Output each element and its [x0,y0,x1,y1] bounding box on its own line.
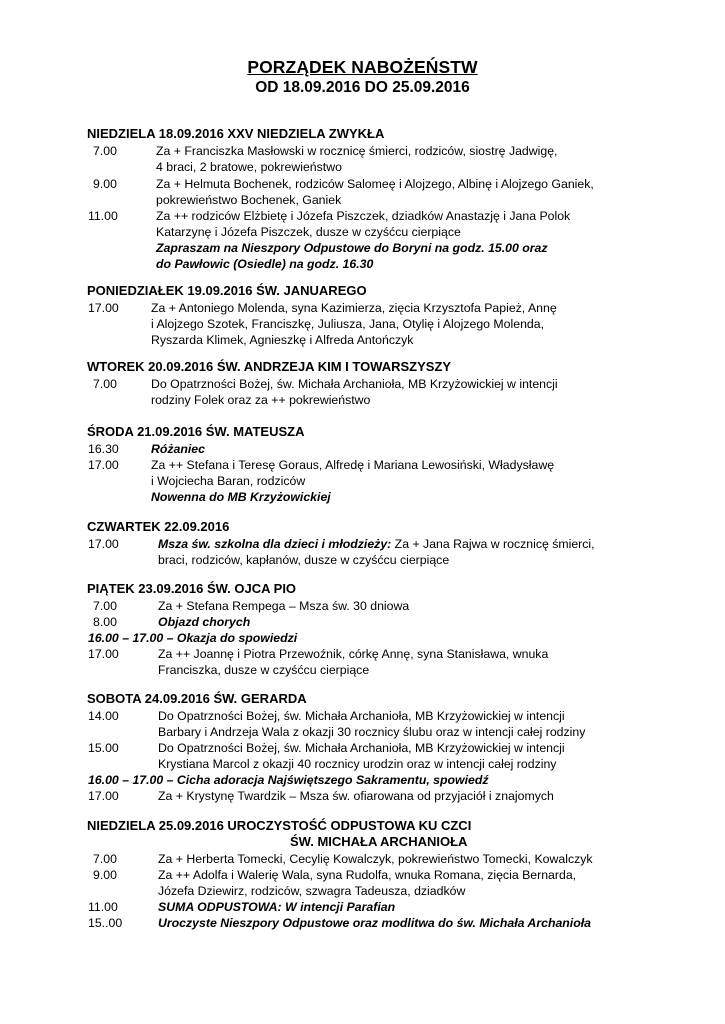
entry-text: Objazd chorych [158,615,251,629]
announcement-text: 16.00 – 17.00 – Okazja do spowiedzi [88,631,298,645]
day-heading: NIEDZIELA 25.09.2016 UROCZYSTOŚĆ ODPUSTOWA KU CZCI [87,818,472,833]
announcement-text: do Pawłowic (Osiedle) na godz. 16.30 [156,257,374,271]
entry-text: rodziny Folek oraz za ++ pokrewieństwo [151,393,371,407]
entry-text: Za + Krystynę Twardzik – Msza św. ofiarowana od przyjaciół i znajomych [158,789,554,803]
entry-time: 14.00 [88,709,119,723]
entry-time: 17.00 [88,537,119,551]
entry-time: 7.00 [93,599,117,613]
entry-text: 4 braci, 2 bratowe, pokrewieństwo [156,160,342,174]
entry-text: Za ++ Joannę i Piotra Przewoźnik, córkę Annę, syna Stanisława, wnuka [158,647,549,661]
entry-time: 15.00 [88,741,119,755]
entry-text: Za + Franciszka Masłowski w rocznicę śmierci, rodziców, siostrę Jadwigę, [156,144,558,158]
entry-text: Za + Stefana Rempega – Msza św. 30 dniowa [158,599,410,613]
entry-text: Barbary i Andrzeja Wala z okazji 30 rocznicy ślubu oraz w intencji całej rodziny [158,725,586,739]
entry-time: 17.00 [88,458,119,472]
entry-time: 8.00 [93,615,117,629]
entry-time: 7.00 [93,377,117,391]
entry-time: 11.00 [88,900,118,914]
entry-text: SUMA ODPUSTOWA: W intencji Parafian [158,900,396,914]
entry-text: Krystiana Marcol z okazji 40 rocznicy urodzin oraz w intencji całej rodziny [158,757,557,771]
announcement-text: Zapraszam na Nieszpory Odpustowe do Boryni na godz. 15.00 oraz [156,241,548,255]
entry-text: pokrewieństwo Bochenek, Ganiek [156,193,342,207]
day-heading: NIEDZIELA 18.09.2016 XXV NIEDZIELA ZWYKŁA [87,126,385,141]
entry-lead: Msza św. szkolna dla dzieci i młodzieży: [158,537,392,551]
entry-time: 17.00 [88,301,119,315]
day-heading: PIĄTEK 23.09.2016 ŚW. OJCA PIO [87,581,297,596]
entry-time: 9.00 [93,868,117,882]
entry-text: Uroczyste Nieszpory Odpustowe oraz modlitwa do św. Michała Archanioła [158,916,591,930]
entry-time: 11.00 [88,209,118,223]
entry-text: Katarzynę i Józefa Piszczek, dusze w czyśćcu cierpiące [156,225,461,239]
entry-text: Za + Herberta Tomecki, Cecylię Kowalczyk, pokrewieństwo Tomecki, Kowalczyk [158,852,593,866]
entry-text: Franciszka, dusze w czyśćcu cierpiące [158,663,370,677]
entry-text: Różaniec [151,442,205,456]
entry-time: 7.00 [93,144,117,158]
entry-time: 16.30 [88,442,119,456]
entry-text: Za ++ rodziców Elżbietę i Józefa Piszczek, dziadków Anastazję i Jana Polok [156,209,571,223]
day-heading-continued: ŚW. MICHAŁA ARCHANIOŁA [290,834,468,849]
entry-text: Za ++ Adolfa i Walerię Wala, syna Rudolfa, wnuka Romana, zięcia Bernarda, [158,868,577,882]
entry-time: 9.00 [93,177,117,191]
entry-time: 17.00 [88,647,119,661]
page-subtitle: OD 18.09.2016 DO 25.09.2016 [255,79,470,96]
day-heading: CZWARTEK 22.09.2016 [87,519,230,534]
entry-text: Do Opatrzności Bożej, św. Michała Archanioła, MB Krzyżowickiej w intencji [158,741,565,755]
entry-text-rest: Za + Jana Rajwa w rocznicę śmierci, [391,537,595,551]
entry-text: i Alojzego Szotek, Franciszkę, Juliusza, Jana, Otylię i Alojzego Molenda, [151,317,545,331]
entry-text: i Wojciecha Baran, rodziców [151,474,306,488]
day-heading: ŚRODA 21.09.2016 ŚW. MATEUSZA [87,424,305,439]
day-heading: PONIEDZIAŁEK 19.09.2016 ŚW. JANUAREGO [87,283,367,298]
entry-text: Józefa Dziewirz, rodziców, szwagra Tadeusza, dziadków [158,884,466,898]
entry-text: Za ++ Stefana i Teresę Goraus, Alfredę i Mariana Lewosiński, Władysławę [151,458,555,472]
announcement-text: Nowenna do MB Krzyżowickiej [151,490,331,504]
entry-text: Za + Helmuta Bochenek, rodziców Salomeę i Alojzego, Albinę i Alojzego Ganiek, [156,177,594,191]
day-heading: WTOREK 20.09.2016 ŚW. ANDRZEJA KIM I TOWARSZYSZY [87,359,452,374]
page-title: PORZĄDEK NABOŻEŃSTW [247,57,478,77]
entry-time: 7.00 [93,852,117,866]
entry-text [158,536,595,552]
entry-text: braci, rodziców, kapłanów, dusze w czyśćcu cierpiące [158,553,450,567]
entry-text: Do Opatrzności Bożej, św. Michała Archanioła, MB Krzyżowickiej w intencji [158,709,565,723]
entry-text: Do Opatrzności Bożej, św. Michała Archanioła, MB Krzyżowickiej w intencji [151,377,558,391]
entry-text: Za + Antoniego Molenda, syna Kazimierza, zięcia Krzysztofa Papież, Annę [151,301,557,315]
announcement-text: 16.00 – 17.00 – Cicha adoracja Najświętszego Sakramentu, spowiedź [88,773,489,787]
day-heading: SOBOTA 24.09.2016 ŚW. GERARDA [87,691,307,706]
entry-time: 15..00 [88,916,123,930]
entry-text: Ryszarda Klimek, Agnieszkę i Alfreda Antończyk [151,333,414,347]
entry-time: 17.00 [88,789,119,803]
